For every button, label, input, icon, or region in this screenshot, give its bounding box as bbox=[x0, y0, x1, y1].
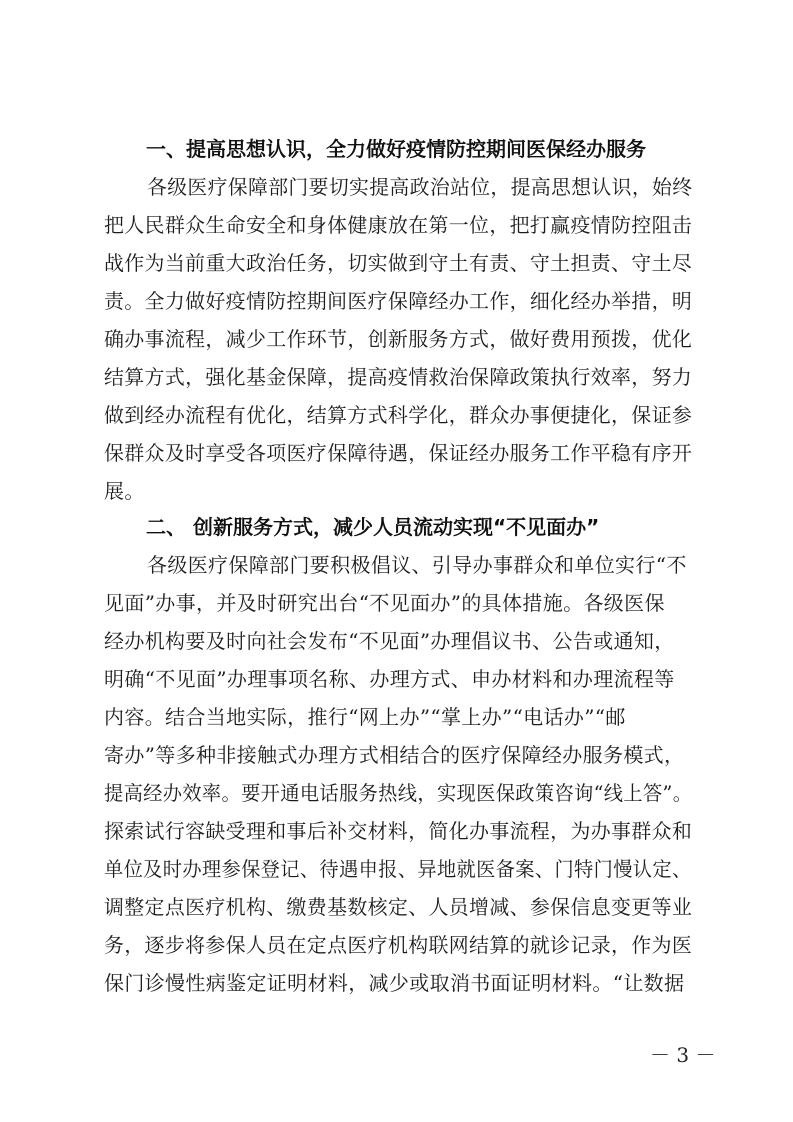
text-line: 把人民群众生命安全和身体健康放在第一位，把打赢疫情防控阻击 bbox=[104, 213, 693, 237]
text-line: 各级医疗保障部门要切实提高政治站位，提高思想认识，始终 bbox=[147, 175, 693, 199]
text-line: 结算方式，强化基金保障，提高疫情救治保障政策执行效率，努力 bbox=[104, 365, 693, 389]
text-line: 保门诊慢性病鉴定证明材料，减少或取消书面证明材料。“让数据 bbox=[104, 971, 685, 995]
text-line: 责。全力做好疫情防控期间医疗保障经办工作，细化经办举措，明 bbox=[104, 289, 693, 313]
text-line: 战作为当前重大政治任务，切实做到守土有责、守土担责、守土尽 bbox=[104, 251, 693, 275]
text-line: 保群众及时享受各项医疗保障待遇，保证经办服务工作平稳有序开 bbox=[104, 441, 693, 465]
text-line: 明确“不见面”办理事项名称、办理方式、申办材料和办理流程等 bbox=[104, 667, 675, 691]
text-line: 经办机构要及时向社会发布“不见面”办理倡议书、公告或通知， bbox=[104, 629, 675, 653]
text-line: 提高经办效率。要开通电话服务热线，实现医保政策咨询“线上答”。 bbox=[104, 781, 693, 805]
section-1-heading: 一、提高思想认识，全力做好疫情防控期间医保经办服务 bbox=[146, 137, 646, 161]
text-line: 各级医疗保障部门要积极倡议、引导办事群众和单位实行“不 bbox=[147, 553, 687, 577]
text-line: 务，逐步将参保人员在定点医疗机构联网结算的就诊记录，作为医 bbox=[104, 933, 693, 957]
text-line: 单位及时办理参保登记、待遇申报、异地就医备案、门特门慢认定、 bbox=[104, 857, 692, 881]
text-line: 寄办”等多种非接触式办理方式相结合的医疗保障经办服务模式， bbox=[104, 743, 685, 767]
text-line: 调整定点医疗机构、缴费基数核定、人员增减、参保信息变更等业 bbox=[104, 895, 693, 919]
text-line: 确办事流程，减少工作环节，创新服务方式，做好费用预拨，优化 bbox=[104, 327, 693, 351]
section-2-heading: 二、 创新服务方式，减少人员流动实现“不见面办” bbox=[146, 515, 600, 539]
page-number: － 3 － bbox=[650, 1043, 716, 1067]
text-line: 展。 bbox=[104, 479, 145, 503]
text-line: 见面”办事，并及时研究出台“不见面办”的具体措施。各级医保 bbox=[104, 591, 665, 615]
text-line: 做到经办流程有优化，结算方式科学化，群众办事便捷化，保证参 bbox=[104, 403, 693, 427]
text-line: 探索试行容缺受理和事后补交材料，简化办事流程，为办事群众和 bbox=[104, 819, 693, 843]
text-line: 内容。结合当地实际，推行“网上办”“掌上办”“电话办”“邮 bbox=[104, 705, 626, 729]
